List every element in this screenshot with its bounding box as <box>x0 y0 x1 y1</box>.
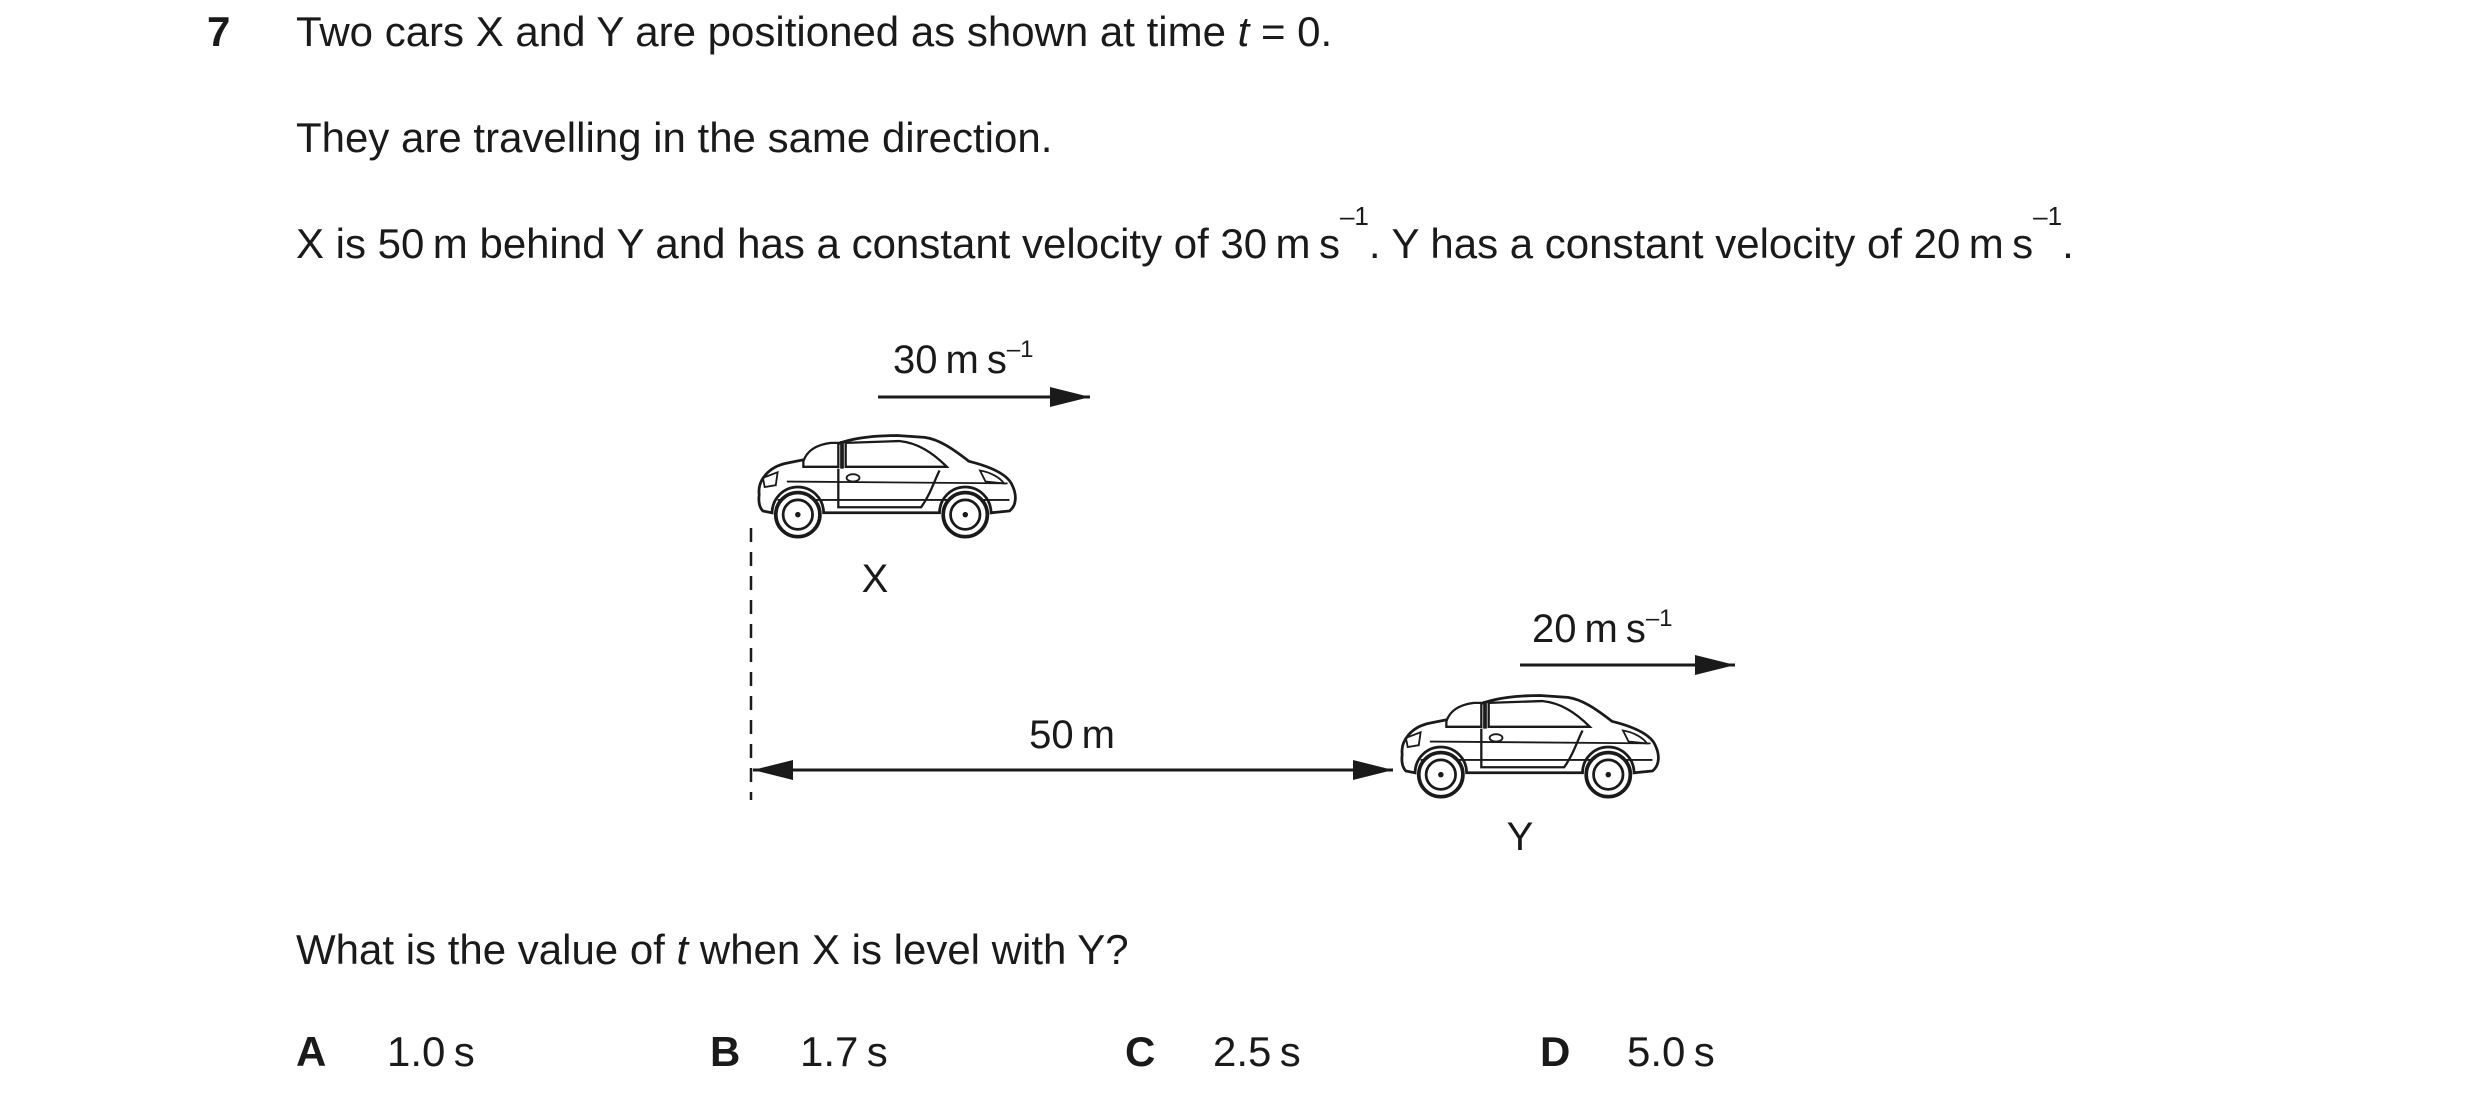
prompt-text-end: when X is level with Y? <box>688 926 1129 973</box>
intro-text-start: Two cars X and Y are positioned as shown at time <box>296 8 1238 55</box>
option-b-letter: B <box>710 1028 741 1075</box>
option-d-value: 5.0 s <box>1627 1028 1715 1075</box>
velocity-text-a: X is 50 m behind Y and has a constant velocity of 30 m s <box>296 220 1340 267</box>
option-c-letter: C <box>1125 1028 1156 1075</box>
option-c-value: 2.5 s <box>1213 1028 1301 1075</box>
car-x-label: X <box>861 557 889 601</box>
prompt-text-start: What is the value of <box>296 926 677 973</box>
option-d-letter: D <box>1540 1028 1571 1075</box>
velocity-y-exponent: –1 <box>1645 605 1673 632</box>
option-b-value: 1.7 s <box>800 1028 888 1075</box>
unit-exponent: –1 <box>1339 201 1369 231</box>
unit-exponent: –1 <box>2033 201 2063 231</box>
option-a-value: 1.0 s <box>387 1028 475 1075</box>
prompt-time-variable: t <box>676 926 689 973</box>
time-variable: t <box>1237 8 1250 55</box>
question-number: 7 <box>207 8 231 55</box>
intro-text-end: = 0. <box>1249 8 1333 55</box>
car-y <box>1402 696 1658 797</box>
option-a-letter: A <box>296 1028 327 1075</box>
velocity-text-b: . Y has a constant velocity of 20 m s <box>1368 220 2034 267</box>
velocity-x-value: 30 m s <box>893 338 1007 382</box>
question-direction-text: They are travelling in the same direction. <box>296 114 1053 161</box>
velocity-x-exponent: –1 <box>1006 336 1034 363</box>
question-prompt <box>296 926 1129 974</box>
velocity-x-label <box>893 336 1034 382</box>
car-y-label: Y <box>1506 815 1534 859</box>
distance-label: 50 m <box>1029 713 1115 757</box>
velocity-text-c: . <box>2062 220 2074 267</box>
velocity-y-label <box>1532 605 1673 651</box>
car-x <box>759 436 1015 537</box>
velocity-y-value: 20 m s <box>1532 607 1646 651</box>
